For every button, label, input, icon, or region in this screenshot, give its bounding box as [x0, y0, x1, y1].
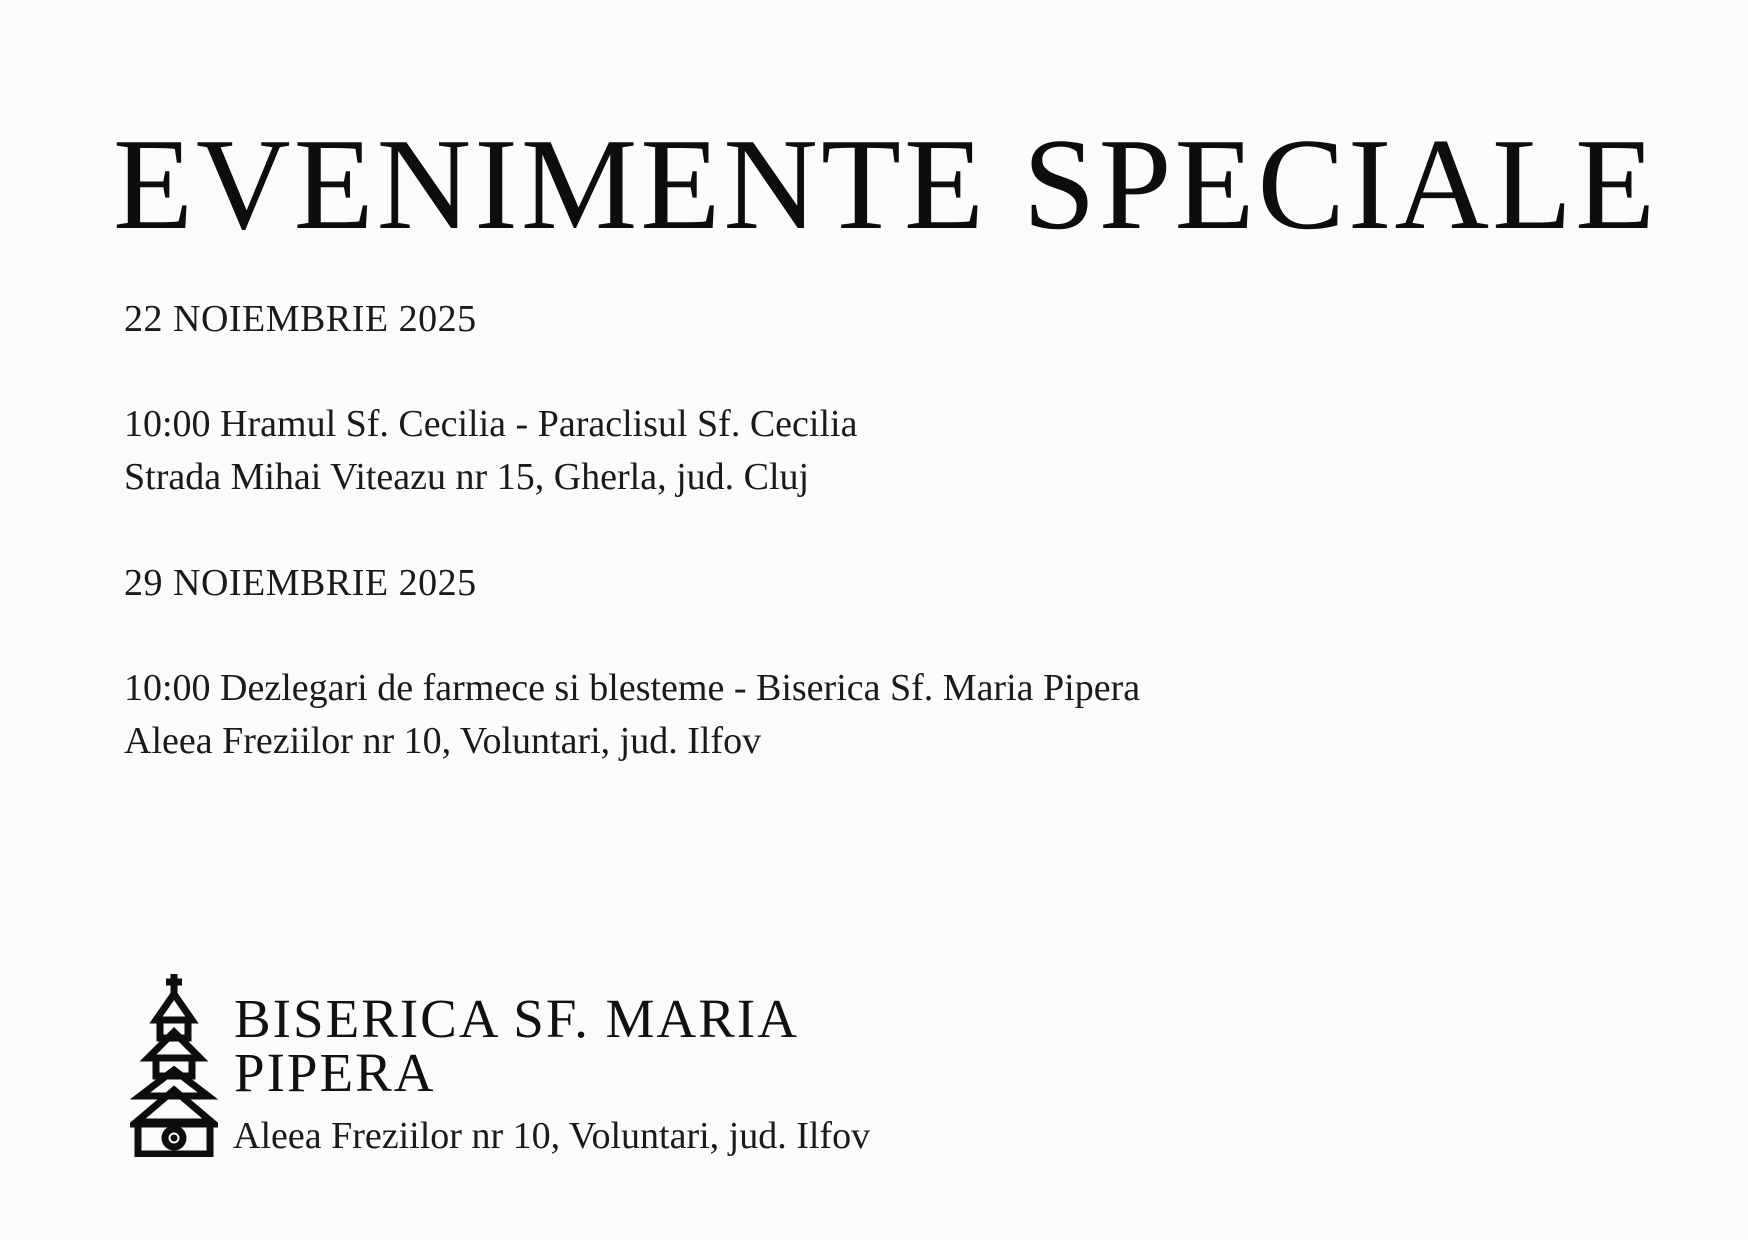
church-name-line2: PIPERA: [234, 1042, 436, 1103]
event-address: Strada Mihai Viteazu nr 15, Gherla, jud. Cluj: [124, 456, 810, 498]
event-address: Aleea Freziilor nr 10, Voluntari, jud. Ilfov: [124, 720, 762, 762]
page-title: EVENIMENTE SPECIALE: [113, 112, 1659, 257]
church-name: [234, 988, 799, 1103]
church-name-line1: BISERICA SF. MARIA: [234, 988, 799, 1049]
church-icon: [130, 972, 218, 1157]
church-address: Aleea Freziilor nr 10, Voluntari, jud. Ilfov: [233, 1115, 871, 1157]
event-date: 29 NOIEMBRIE 2025: [124, 562, 477, 604]
event-title: 10:00 Hramul Sf. Cecilia - Paraclisul Sf. Cecilia: [124, 403, 858, 445]
event-title: 10:00 Dezlegari de farmece si blesteme - Biserica Sf. Maria Pipera: [124, 667, 1141, 709]
event-date: 22 NOIEMBRIE 2025: [124, 298, 477, 340]
events-list: [124, 292, 1140, 768]
